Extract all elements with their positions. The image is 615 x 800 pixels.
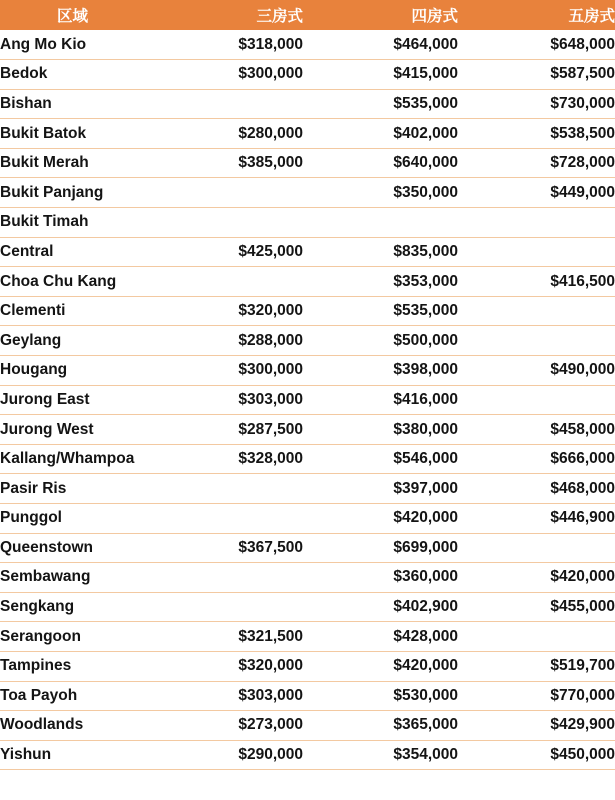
five-room-cell: $416,500 <box>458 267 615 297</box>
region-cell: Woodlands <box>0 711 145 741</box>
four-room-cell: $699,000 <box>303 533 458 563</box>
region-cell: Tampines <box>0 651 145 681</box>
region-cell: Toa Payoh <box>0 681 145 711</box>
four-room-cell: $360,000 <box>303 563 458 593</box>
five-room-cell <box>458 622 615 652</box>
column-header-region: 区域 <box>0 0 145 30</box>
four-room-cell: $535,000 <box>303 296 458 326</box>
table-row <box>0 296 615 326</box>
three-room-cell: $320,000 <box>145 651 303 681</box>
region-cell: Bedok <box>0 60 145 90</box>
three-room-cell <box>145 474 303 504</box>
three-room-cell <box>145 504 303 534</box>
five-room-cell: $648,000 <box>458 30 615 60</box>
region-cell: Bishan <box>0 89 145 119</box>
five-room-cell: $730,000 <box>458 89 615 119</box>
region-cell: Geylang <box>0 326 145 356</box>
three-room-cell <box>145 178 303 208</box>
three-room-cell: $321,500 <box>145 622 303 652</box>
five-room-cell: $429,900 <box>458 711 615 741</box>
five-room-cell: $519,700 <box>458 651 615 681</box>
table-row <box>0 208 615 238</box>
four-room-cell: $397,000 <box>303 474 458 504</box>
column-header-five-room: 五房式 <box>458 0 615 30</box>
four-room-cell: $365,000 <box>303 711 458 741</box>
table-row <box>0 267 615 297</box>
region-cell: Choa Chu Kang <box>0 267 145 297</box>
table-row <box>0 651 615 681</box>
three-room-cell: $300,000 <box>145 60 303 90</box>
four-room-cell: $640,000 <box>303 148 458 178</box>
table-row <box>0 148 615 178</box>
column-header-three-room: 三房式 <box>145 0 303 30</box>
three-room-cell: $273,000 <box>145 711 303 741</box>
region-cell: Kallang/Whampoa <box>0 444 145 474</box>
three-room-cell <box>145 208 303 238</box>
four-room-cell: $835,000 <box>303 237 458 267</box>
four-room-cell: $402,000 <box>303 119 458 149</box>
column-header-four-room: 四房式 <box>303 0 458 30</box>
table-row <box>0 178 615 208</box>
four-room-cell: $350,000 <box>303 178 458 208</box>
three-room-cell <box>145 563 303 593</box>
three-room-cell <box>145 89 303 119</box>
region-cell: Bukit Timah <box>0 208 145 238</box>
table-row <box>0 504 615 534</box>
three-room-cell: $328,000 <box>145 444 303 474</box>
region-cell: Sengkang <box>0 592 145 622</box>
five-room-cell: $420,000 <box>458 563 615 593</box>
three-room-cell: $385,000 <box>145 148 303 178</box>
table-row <box>0 60 615 90</box>
three-room-cell: $425,000 <box>145 237 303 267</box>
table-body <box>0 30 615 770</box>
five-room-cell: $538,500 <box>458 119 615 149</box>
region-cell: Clementi <box>0 296 145 326</box>
three-room-cell: $287,500 <box>145 415 303 445</box>
region-cell: Queenstown <box>0 533 145 563</box>
four-room-cell: $420,000 <box>303 504 458 534</box>
three-room-cell: $318,000 <box>145 30 303 60</box>
table-row <box>0 30 615 60</box>
table-row <box>0 740 615 770</box>
four-room-cell: $402,900 <box>303 592 458 622</box>
table-row <box>0 563 615 593</box>
region-cell: Bukit Merah <box>0 148 145 178</box>
four-room-cell: $428,000 <box>303 622 458 652</box>
four-room-cell: $380,000 <box>303 415 458 445</box>
region-cell: Central <box>0 237 145 267</box>
region-cell: Bukit Panjang <box>0 178 145 208</box>
three-room-cell: $280,000 <box>145 119 303 149</box>
four-room-cell: $530,000 <box>303 681 458 711</box>
region-cell: Pasir Ris <box>0 474 145 504</box>
region-cell: Yishun <box>0 740 145 770</box>
five-room-cell <box>458 208 615 238</box>
region-cell: Jurong West <box>0 415 145 445</box>
table-row <box>0 592 615 622</box>
table-row <box>0 474 615 504</box>
three-room-cell: $303,000 <box>145 681 303 711</box>
five-room-cell: $587,500 <box>458 60 615 90</box>
five-room-cell <box>458 237 615 267</box>
region-cell: Ang Mo Kio <box>0 30 145 60</box>
five-room-cell: $468,000 <box>458 474 615 504</box>
four-room-cell <box>303 208 458 238</box>
table-row <box>0 444 615 474</box>
region-cell: Punggol <box>0 504 145 534</box>
region-cell: Hougang <box>0 356 145 386</box>
five-room-cell <box>458 296 615 326</box>
five-room-cell: $728,000 <box>458 148 615 178</box>
table-header-row <box>0 0 615 30</box>
region-cell: Serangoon <box>0 622 145 652</box>
four-room-cell: $353,000 <box>303 267 458 297</box>
five-room-cell <box>458 385 615 415</box>
table-row <box>0 415 615 445</box>
region-cell: Bukit Batok <box>0 119 145 149</box>
table-row <box>0 533 615 563</box>
three-room-cell: $300,000 <box>145 356 303 386</box>
table-row <box>0 89 615 119</box>
four-room-cell: $546,000 <box>303 444 458 474</box>
three-room-cell <box>145 592 303 622</box>
three-room-cell: $288,000 <box>145 326 303 356</box>
table-row <box>0 326 615 356</box>
four-room-cell: $535,000 <box>303 89 458 119</box>
five-room-cell: $666,000 <box>458 444 615 474</box>
table-row <box>0 681 615 711</box>
three-room-cell: $320,000 <box>145 296 303 326</box>
table-row <box>0 119 615 149</box>
five-room-cell <box>458 533 615 563</box>
four-room-cell: $500,000 <box>303 326 458 356</box>
four-room-cell: $354,000 <box>303 740 458 770</box>
table-row <box>0 711 615 741</box>
table-row <box>0 622 615 652</box>
five-room-cell: $490,000 <box>458 356 615 386</box>
five-room-cell: $446,900 <box>458 504 615 534</box>
three-room-cell: $290,000 <box>145 740 303 770</box>
region-cell: Jurong East <box>0 385 145 415</box>
four-room-cell: $420,000 <box>303 651 458 681</box>
table-row <box>0 356 615 386</box>
three-room-cell <box>145 267 303 297</box>
three-room-cell: $367,500 <box>145 533 303 563</box>
table-row <box>0 237 615 267</box>
three-room-cell: $303,000 <box>145 385 303 415</box>
five-room-cell: $458,000 <box>458 415 615 445</box>
table-row <box>0 385 615 415</box>
five-room-cell: $450,000 <box>458 740 615 770</box>
four-room-cell: $464,000 <box>303 30 458 60</box>
four-room-cell: $415,000 <box>303 60 458 90</box>
five-room-cell: $770,000 <box>458 681 615 711</box>
five-room-cell: $449,000 <box>458 178 615 208</box>
region-cell: Sembawang <box>0 563 145 593</box>
four-room-cell: $398,000 <box>303 356 458 386</box>
four-room-cell: $416,000 <box>303 385 458 415</box>
five-room-cell: $455,000 <box>458 592 615 622</box>
five-room-cell <box>458 326 615 356</box>
